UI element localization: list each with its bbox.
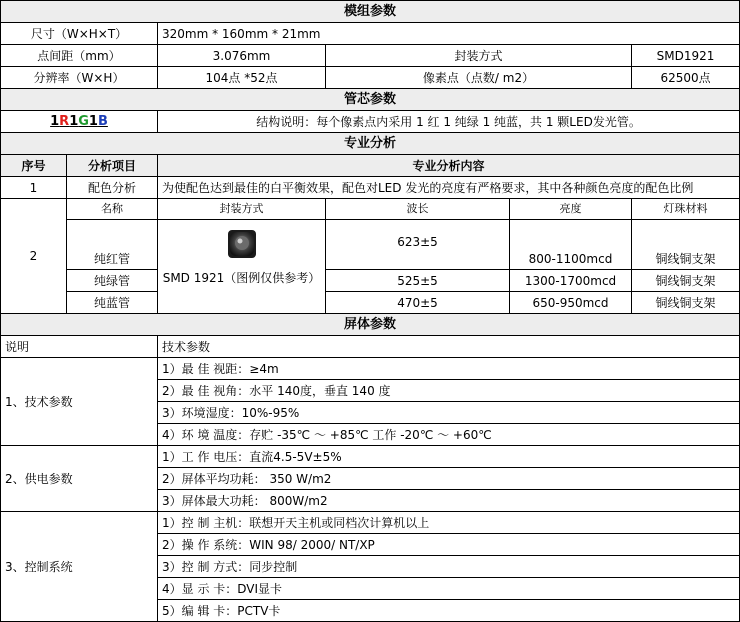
pitch-value: 3.076mm bbox=[158, 45, 326, 67]
param-item: 4）环 境 温度：存贮 -35℃ ～ +85℃ 工作 -20℃ ～ +60℃ bbox=[158, 424, 740, 446]
pitch-label: 点间距（mm） bbox=[1, 45, 158, 67]
size-value: 320mm * 160mm * 21mm bbox=[158, 23, 740, 45]
row1-item: 配色分析 bbox=[67, 177, 158, 199]
param-item: 1）最 佳 视距：≥4m bbox=[158, 358, 740, 380]
sub-header-material: 灯珠材料 bbox=[632, 199, 740, 220]
param-item: 4）显 示 卡：DVI显卡 bbox=[158, 578, 740, 600]
logo-char: 1 bbox=[88, 114, 98, 129]
group-label: 1、技术参数 bbox=[1, 358, 158, 446]
smd-led-icon bbox=[222, 224, 262, 264]
led-wavelength: 470±5 bbox=[326, 292, 510, 314]
density-label: 像素点（点数/ m2） bbox=[326, 67, 632, 89]
sub-header-wavelength: 波长 bbox=[326, 199, 510, 220]
logo-char: 1 bbox=[50, 114, 60, 129]
chip-logo bbox=[1, 111, 158, 133]
led-material: 铜线铜支架 bbox=[632, 220, 740, 270]
chip-section-title: 管芯参数 bbox=[1, 89, 740, 111]
param-item: 1）控 制 主机：联想开天主机或同档次计算机以上 bbox=[158, 512, 740, 534]
param-item: 3）控 制 方式：同步控制 bbox=[158, 556, 740, 578]
package-caption: SMD 1921（图例仅供参考） bbox=[162, 271, 321, 285]
resolution-value: 104点 *52点 bbox=[158, 67, 326, 89]
param-item: 3）屏体最大功耗： 800W/m2 bbox=[158, 490, 740, 512]
led-brightness: 800-1100mcd bbox=[510, 220, 632, 270]
row2-no: 2 bbox=[1, 199, 67, 314]
led-wavelength: 525±5 bbox=[326, 270, 510, 292]
led-brightness: 1300-1700mcd bbox=[510, 270, 632, 292]
logo-char: B bbox=[97, 114, 108, 129]
led-name: 纯蓝管 bbox=[67, 292, 158, 314]
sub-header-name: 名称 bbox=[67, 199, 158, 220]
analysis-section-title: 专业分析 bbox=[1, 133, 740, 155]
rgb-logo bbox=[50, 114, 108, 129]
col-desc-header: 说明 bbox=[1, 336, 158, 358]
param-item: 5）编 辑 卡：PCTV卡 bbox=[158, 600, 740, 622]
logo-char: R bbox=[59, 114, 70, 129]
led-material: 铜线铜支架 bbox=[632, 270, 740, 292]
group-label: 3、控制系统 bbox=[1, 512, 158, 622]
package-cell bbox=[158, 220, 326, 314]
led-name: 纯绿管 bbox=[67, 270, 158, 292]
col-content-header: 专业分析内容 bbox=[158, 155, 740, 177]
group-label: 2、供电参数 bbox=[1, 446, 158, 512]
module-section-title: 模组参数 bbox=[1, 1, 740, 23]
size-label: 尺寸（W×H×T） bbox=[1, 23, 158, 45]
param-item: 2）屏体平均功耗： 350 W/m2 bbox=[158, 468, 740, 490]
logo-char: G bbox=[78, 114, 89, 129]
led-brightness: 650-950mcd bbox=[510, 292, 632, 314]
led-name: 纯红管 bbox=[67, 220, 158, 270]
col-no-header: 序号 bbox=[1, 155, 67, 177]
sub-header-package: 封装方式 bbox=[158, 199, 326, 220]
row1-no: 1 bbox=[1, 177, 67, 199]
sub-header-brightness: 亮度 bbox=[510, 199, 632, 220]
param-item: 1）工 作 电压：直流4.5-5V±5% bbox=[158, 446, 740, 468]
col-item-header: 分析项目 bbox=[67, 155, 158, 177]
package-label: 封装方式 bbox=[326, 45, 632, 67]
chip-description: 结构说明：每个像素点内采用 1 红 1 纯绿 1 纯蓝，共 1 颗LED发光管。 bbox=[158, 111, 740, 133]
param-item: 2）最 佳 视角：水平 140度，垂直 140 度 bbox=[158, 380, 740, 402]
logo-char: 1 bbox=[69, 114, 79, 129]
param-item: 2）操 作 系统：WIN 98/ 2000/ NT/XP bbox=[158, 534, 740, 556]
col-params-header: 技术参数 bbox=[158, 336, 740, 358]
resolution-label: 分辨率（W×H） bbox=[1, 67, 158, 89]
led-wavelength: 623±5 bbox=[326, 220, 510, 270]
density-value: 62500点 bbox=[632, 67, 740, 89]
led-material: 铜线铜支架 bbox=[632, 292, 740, 314]
package-value: SMD1921 bbox=[632, 45, 740, 67]
param-item: 3）环境湿度：10%-95% bbox=[158, 402, 740, 424]
screen-section-title: 屏体参数 bbox=[1, 314, 740, 336]
row1-content: 为使配色达到最佳的白平衡效果，配色对LED 发光的亮度有严格要求，其中各种颜色亮度的配色比例 bbox=[158, 177, 740, 199]
